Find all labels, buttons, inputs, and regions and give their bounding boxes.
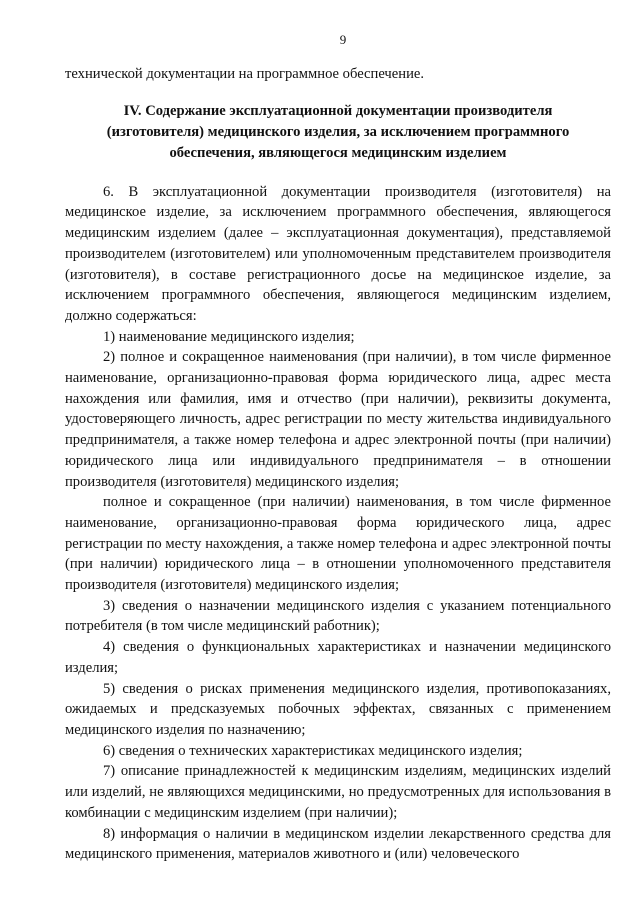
list-item-6: 6) сведения о технических характеристиках медицинского изделия; (103, 742, 523, 759)
list-item-2: 2) полное и сокращенное наименования (при наличии), в том числе фирменное наименование, организационно-правовая форма юридического лица, адрес места нахождения или фамилия, имя и отчество (при наличии), реквизиты документа, удостоверяющего личность, адрес регистрации по месту жительства индивидуального предпринимателя, а также номер телефона и адрес электронной почты (при наличии) юридического лица или индивидуального предпринимателя – в отношении производителя (изготовителя) медицинского изделия; (65, 349, 611, 490)
list-item-2-continued: полное и сокращенное (при наличии) наименования, в том числе фирменное наименование, организационно-правовая форма юридического лица, адрес регистрации по месту нахождения, а также номер телефона и адрес электронной почты (при наличии) юридического лица – в отношении уполномоченного представителя производителя (изготовителя) медицинского изделия; (65, 494, 611, 594)
document-page (65, 32, 611, 865)
paragraph-6-intro: 6. В эксплуатационной документации производителя (изготовителя) на медицинское изделие, за исключением программного обеспечения, являющегося медицинским изделием (далее – эксплуатационная документация), представляемой производителем (изготовителем) или уполномоченным представителем производителя (изготовителя), в составе регистрационного досье на медицинское изделие, за исключением программного обеспечения, являющегося медицинским изделием, должно содержаться: (65, 183, 611, 324)
list-item-4: 4) сведения о функциональных характеристиках и назначении медицинского изделия; (65, 639, 611, 676)
continuation-text: технической документации на программное обеспечение. (65, 66, 425, 82)
list-item-8: 8) информация о наличии в медицинском изделии лекарственного средства для медицинского применения, материалов животного и (или) человеческого (65, 825, 611, 863)
section-heading: IV. Содержание эксплуатационной документации производителя (изготовителя) медицинского изделия, за исключением программного обеспечения, являющегося медицинским изделием (106, 102, 570, 161)
list-item-5: 5) сведения о рисках применения медицинского изделия, противопоказаниях, ожидаемых и предсказуемых побочных эффектах, связанных с применением медицинского изделия по назначению; (65, 680, 611, 738)
list-item-1: 1) наименование медицинского изделия; (103, 328, 355, 345)
list-item-7: 7) описание принадлежностей к медицинским изделиям, медицинских изделий или изделий, не являющихся медицинскими, но предусмотренных для использования в комбинации с медицинским изделием (при наличии); (65, 763, 611, 821)
list-item-3: 3) сведения о назначении медицинского изделия с указанием потенциального потребителя (в том числе медицинский работник); (65, 597, 611, 635)
page-number: 9 (339, 32, 347, 47)
